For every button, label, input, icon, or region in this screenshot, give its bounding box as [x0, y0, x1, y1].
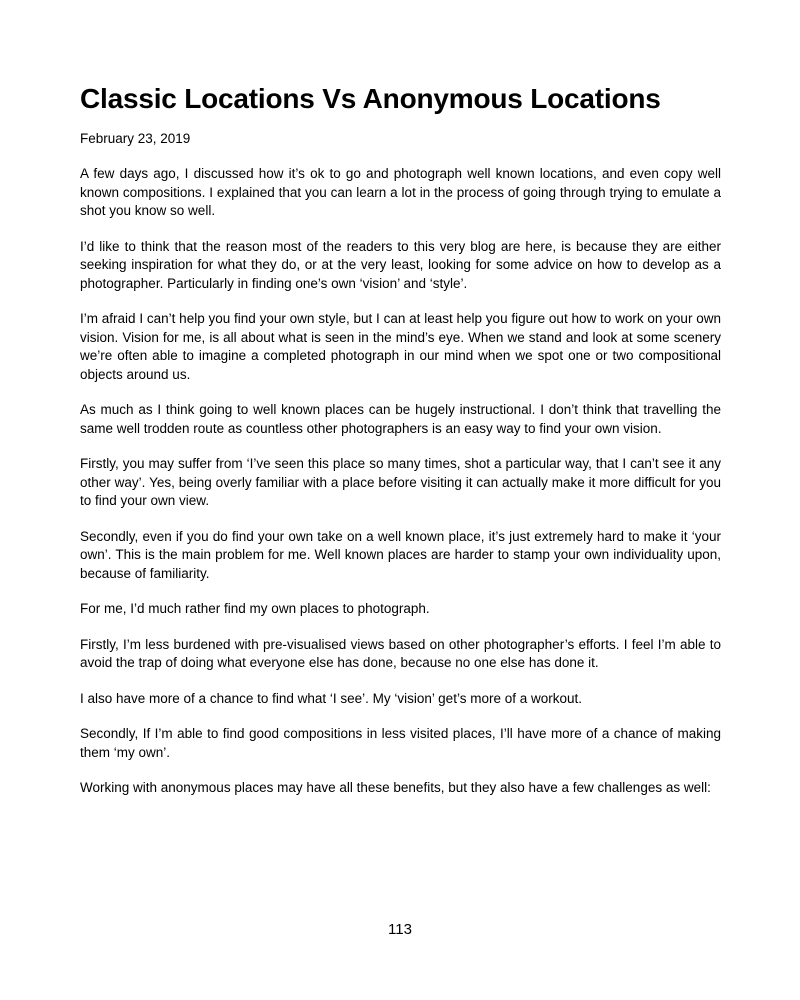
page-title: Classic Locations Vs Anonymous Locations	[80, 83, 661, 114]
page-number: 113	[388, 921, 412, 938]
paragraph: Firstly, you may suffer from ‘I’ve seen this place so many times, shot a particular way, that I can’t see it any other way’. Yes, being overly familiar with a place before visiting it can actually make it more difficult for you to find your own view.	[80, 456, 721, 508]
paragraph: As much as I think going to well known places can be hugely instructional. I don’t think that travelling the same well trodden route as countless other photographers is an easy way to find your own vision.	[80, 402, 721, 436]
paragraph: I’d like to think that the reason most of the readers to this very blog are here, is because they are either seeking inspiration for what they do, or at the very least, looking for some advice on how to develop as a photographer. Particularly in finding one’s own ‘vision’ and ‘style’.	[80, 238, 721, 291]
paragraph: For me, I’d much rather find my own places to photograph.	[80, 601, 430, 616]
paragraph: I’m afraid I can’t help you find your own style, but I can at least help you figure out how to work on your own vision. Vision for me, is all about what is seen in the mind’s eye. When we stand and look at some scenery we’re often able to imagine a completed photograph in our mind when we spot one or two compositional objects around us.	[80, 311, 721, 382]
paragraph: Working with anonymous places may have all these benefits, but they also have a few challenges as well:	[80, 780, 711, 795]
paragraph: Firstly, I’m less burdened with pre-visualised views based on other photographer’s efforts. I feel I’m able to avoid the trap of doing what everyone else has done, because no one else has done it.	[80, 636, 721, 670]
article	[80, 80, 721, 798]
paragraph: I also have more of a chance to find what ‘I see’. My ‘vision’ get’s more of a workout.	[80, 690, 582, 706]
paragraph: A few days ago, I discussed how it’s ok to go and photograph well known locations, and even copy well known compositions. I explained that you can learn a lot in the process of going through trying to emulate a shot you know so well.	[80, 166, 721, 218]
paragraph: Secondly, even if you do find your own take on a well known place, it’s just extremely hard to make it ‘your own’. This is the main problem for me. Well known places are harder to stamp your own individuality upon, because of familiarity.	[80, 528, 721, 581]
post-date: February 23, 2019	[80, 131, 191, 146]
paragraph: Secondly, If I’m able to find good compositions in less visited places, I’ll have more of a chance of making them ‘my own’.	[80, 726, 721, 760]
